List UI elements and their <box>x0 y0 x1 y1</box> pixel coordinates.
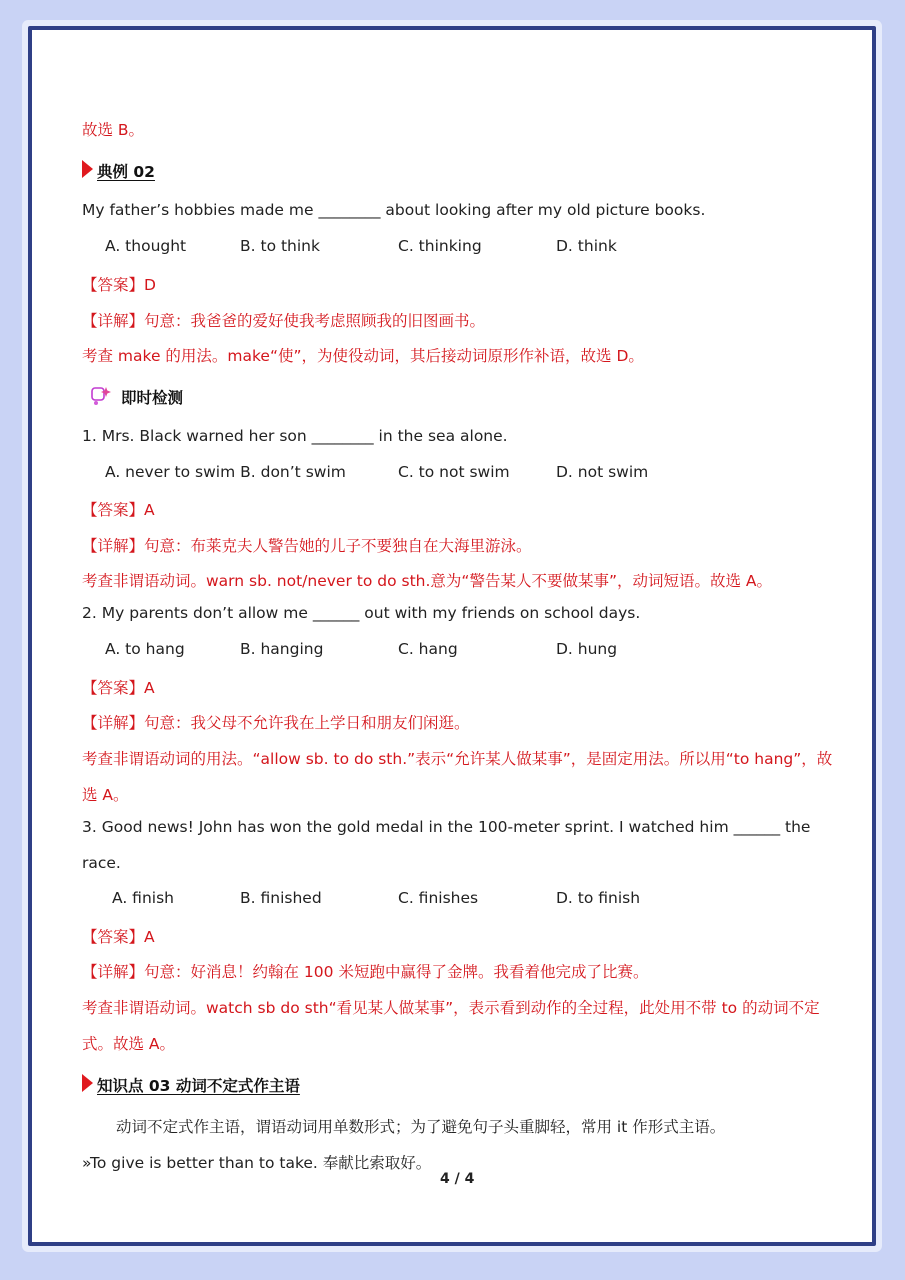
knowledge-point-title: 知识点 03 动词不定式作主语 <box>97 1077 300 1095</box>
conclusion-line: 故选 B。 <box>82 121 145 139</box>
option-c: C. thinking <box>398 237 482 255</box>
quick-check-title: 即时检测 <box>121 389 184 407</box>
q2-option-c: C. hang <box>398 640 458 658</box>
q2-answer: 【答案】A <box>82 679 155 697</box>
q2-explanation-2b: 选 A。 <box>82 786 129 804</box>
q2-explanation-2a: 考查非谓语动词的用法。“allow sb. to do sth.”表示“允许某人做某事”，是固定用法。所以用“to hang”，故 <box>82 750 833 768</box>
knowledge-point-body: 动词不定式作主语，谓语动词用单数形式；为了避免句子头重脚轻，常用 it 作形式主语。 <box>116 1118 726 1136</box>
sparkle-icon <box>90 384 114 406</box>
example-explanation-1: 【详解】句意：我爸爸的爱好使我考虑照顾我的旧图画书。 <box>82 312 486 330</box>
q3-answer: 【答案】A <box>82 928 155 946</box>
q3-option-b: B. finished <box>240 889 322 907</box>
q1-explanation-2: 考查非谓语动词。warn sb. not/never to do sth.意为“警告某人不要做某事”，动词短语。故选 A。 <box>82 572 773 590</box>
q2-option-a: A. to hang <box>105 640 185 658</box>
q3-explanation-2b: 式。故选 A。 <box>82 1035 176 1053</box>
option-d: D. think <box>556 237 617 255</box>
option-b: B. to think <box>240 237 320 255</box>
example-answer: 【答案】D <box>82 276 156 294</box>
q3-option-d: D. to finish <box>556 889 641 907</box>
question-2: 2. My parents don’t allow me ______ out with my friends on school days. <box>82 604 641 622</box>
option-a: A. thought <box>105 237 187 255</box>
example-explanation-2: 考查 make 的用法。make“使”，为使役动词，其后接动词原形作补语，故选 D。 <box>82 347 644 365</box>
q3-explanation-2a: 考查非谓语动词。watch sb do sth“看见某人做某事”，表示看到动作的全过程，此处用不带 to 的动词不定 <box>82 999 820 1017</box>
q1-explanation-1: 【详解】句意：布莱克夫人警告她的儿子不要独自在大海里游泳。 <box>82 537 532 555</box>
q1-option-ab: A. never to swim B. don’t swim <box>105 463 346 481</box>
triangle-icon <box>82 160 93 178</box>
q3-option-c: C. finishes <box>398 889 479 907</box>
q3-explanation-1: 【详解】句意：好消息！约翰在 100 米短跑中赢得了金牌。我看着他完成了比赛。 <box>82 963 649 981</box>
q2-option-d: D. hung <box>556 640 618 658</box>
knowledge-point-example: »To give is better than to take. 奉献比索取好。 <box>82 1154 432 1172</box>
example-title: 典例 02 <box>97 163 155 181</box>
q1-answer: 【答案】A <box>82 501 155 519</box>
question-1: 1. Mrs. Black warned her son ________ in the sea alone. <box>82 427 508 445</box>
q2-explanation-1: 【详解】句意：我父母不允许我在上学日和朋友们闲逛。 <box>82 714 470 732</box>
q1-option-c: C. to not swim <box>398 463 510 481</box>
q2-option-b: B. hanging <box>240 640 324 658</box>
triangle-icon <box>82 1074 93 1092</box>
page-number: 4 / 4 <box>440 1171 475 1187</box>
q1-option-d: D. not swim <box>556 463 649 481</box>
question-3b: race. <box>82 854 121 872</box>
example-question: My father’s hobbies made me ________ about looking after my old picture books. <box>82 201 706 219</box>
q3-option-a: A. finish <box>112 889 174 907</box>
question-3a: 3. Good news! John has won the gold medal in the 100-meter sprint. I watched him ______ the <box>82 818 811 836</box>
